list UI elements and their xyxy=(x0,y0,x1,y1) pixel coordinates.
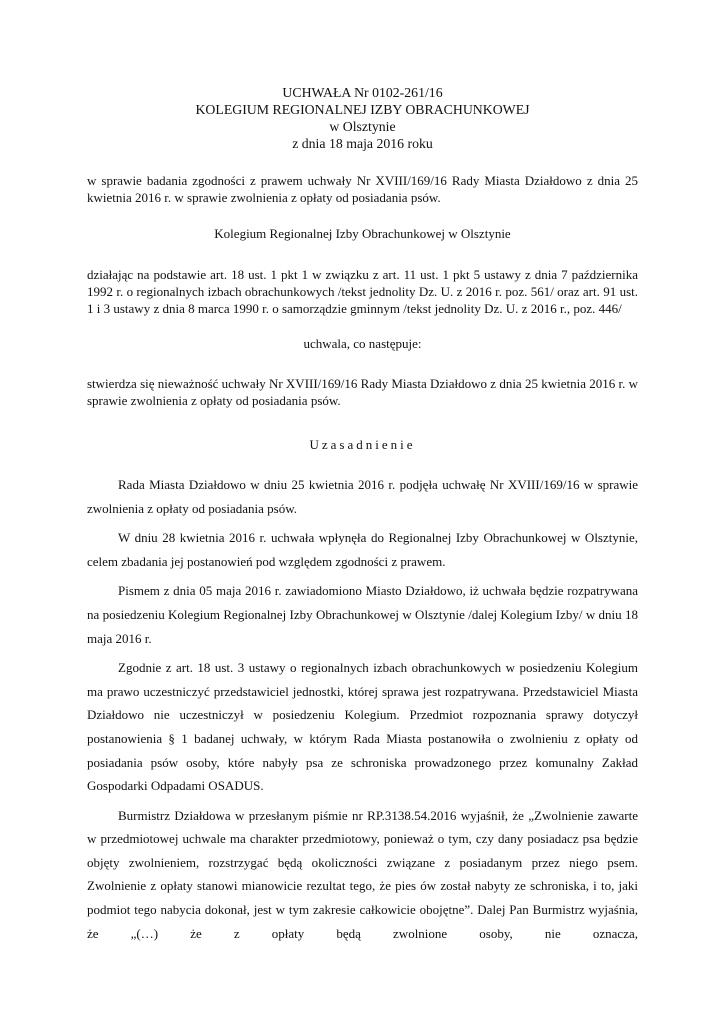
resolution-number: UCHWAŁA Nr 0102-261/16 xyxy=(282,85,443,100)
justification-paragraph: Rada Miasta Działdowo w dniu 25 kwietnia 2016 r. podjęła uchwałę Nr XVIII/169/16 w sprawie zwolnienia z opłaty od posiadania psów. xyxy=(87,476,638,516)
justification-paragraph: Pismem z dnia 05 maja 2016 r. zawiadomiono Miasto Działdowo, iż uchwała będzie rozpatrywana na posiedzeniu Kolegium Regionalnej Izby Obrachunkowej w Olsztynie /dalej Kolegium Izby/ w dniu 18 maja 2016 r. xyxy=(87,583,638,646)
resolution-header xyxy=(87,84,638,152)
resolution-subject: w sprawie badania zgodności z prawem uchwały Nr XVIII/169/16 Rady Miasta Działdowo z dnia 25 kwietnia 2016 r. w sprawie zwolnienia z opłaty od posiadania psów. xyxy=(87,173,638,205)
issuing-location: w Olsztynie xyxy=(329,119,396,134)
finding-text: stwierdza się nieważność uchwały Nr XVIII/169/16 Rady Miasta Działdowo z dnia 25 kwietnia 2016 r. w sprawie zwolnienia z opłaty od posiadania psów. xyxy=(87,376,638,409)
issuing-body: KOLEGIUM REGIONALNEJ IZBY OBRACHUNKOWEJ xyxy=(195,102,530,117)
resolves-clause: uchwala, co następuje: xyxy=(303,336,422,352)
justification-heading: Uzasadnienie xyxy=(309,436,416,452)
college-name: Kolegium Regionalnej Izby Obrachunkowej w Olsztynie xyxy=(214,226,511,241)
legal-basis: działając na podstawie art. 18 ust. 1 pkt 1 w związku z art. 11 ust. 1 pkt 5 ustawy z dnia 7 października 1992 r. o regionalnych izbach obrachunkowych /tekst jednolity Dz. U. z 2016 r. poz. 561/ oraz art. 91 ust. 1 i 3 ustawy z dnia 8 marca 1990 r. o samorządzie gminnym /tekst jednolity Dz. U. z 2016 r., poz. 446/ xyxy=(87,267,638,316)
resolution-date: z dnia 18 maja 2016 roku xyxy=(292,136,433,151)
justification-paragraph: Zgodnie z art. 18 ust. 3 ustawy o regionalnych izbach obrachunkowych w posiedzeniu Kolegium ma prawo uczestniczyć przedstawiciel jednostki, której sprawa jest rozpatrywana. Przedstawiciel Miasta Działdowo nie uczestniczył w posiedzeniu Kolegium. Przedmiot rozpoznania sprawy dotyczył postanowienia § 1 badanej uchwały, w którym Rada Miasta postanowiła o zwolnieniu z opłaty od posiadania psów osoby, które nabyły psa ze schroniska prowadzonego przez komunalny Zakład Gospodarki Odpadami OSADUS. xyxy=(87,660,638,794)
justification-paragraph: W dniu 28 kwietnia 2016 r. uchwała wpłynęła do Regionalnej Izby Obrachunkowej w Olsztynie, celem zbadania jej postanowień pod względem zgodności z prawem. xyxy=(87,530,638,569)
justification-body xyxy=(87,473,638,945)
justification-paragraph: Burmistrz Działdowa w przesłanym piśmie nr RP.3138.54.2016 wyjaśnił, że „Zwolnienie zawarte w przedmiotowej uchwale ma charakter przedmiotowy, ponieważ o tym, czy dany posiadacz psa będzie objęty zwolnieniem, rozstrzygać będą okoliczności związane z posiadanym przez niego psem. Zwolnienie z opłaty stanowi mianowicie rezultat tego, że pies ów został nabyty ze schroniska, i to, jaki podmiot tego nabycia dokonał, jest w tym zakresie całkowicie obojętne”. Dalej Pan Burmistrz wyjaśnia, że „(…) że z opłaty będą zwolnione osoby, nie oznacza, xyxy=(87,807,638,941)
